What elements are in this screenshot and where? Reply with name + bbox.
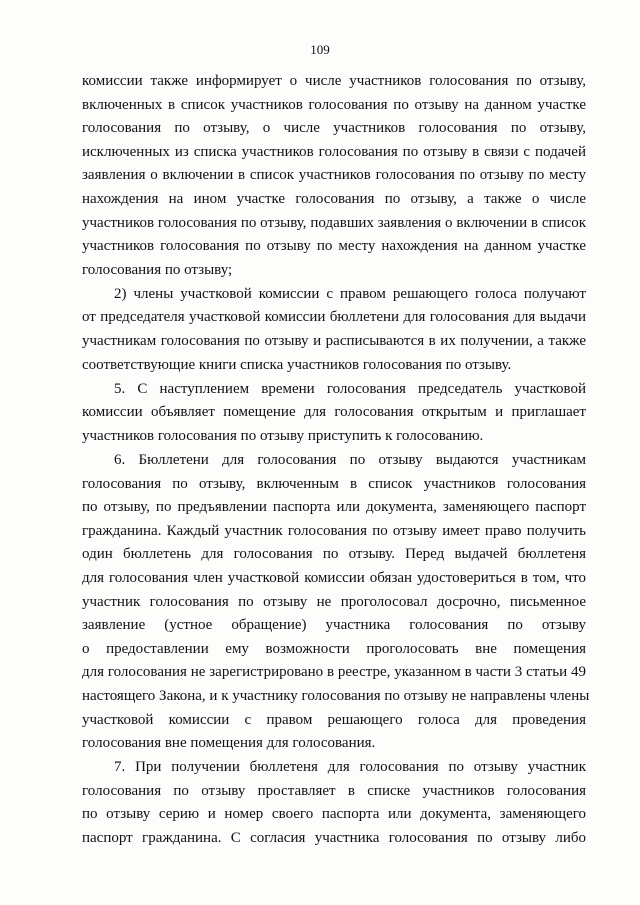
paragraph-clause-5 [82,378,586,449]
text-line: комиссии также информирует о числе участников голосования по отзыву, [82,73,586,89]
paragraph-continuation [82,70,586,282]
text-line: голосования вне помещения для голосования. [82,735,376,752]
text-line: паспорт гражданина. С согласия участника голосования по отзыву либо [82,830,586,846]
text-line: участников голосования по отзыву, подавших заявления о включении в список [82,214,586,231]
text-line: для голосования не зарегистрировано в реестре, указанном в части 3 статьи 49 [82,664,586,681]
text-line: настоящего Закона, и к участнику голосования по отзыву не направлены члены [82,687,590,704]
text-line: участников голосования по отзыву по месту нахождения на данном участке [82,238,586,255]
text-line: по отзыву, по предъявлении паспорта или документа, заменяющего паспорт [82,499,586,516]
text-line: участник голосования по отзыву не проголосовал досрочно, письменное [82,593,586,610]
text-line: участников голосования по отзыву приступить к голосованию. [82,427,484,444]
text-line: гражданина. Каждый участник голосования по отзыву имеет право получить [82,522,586,539]
text-line: один бюллетень для голосования по отзыву. Перед выдачей бюллетеня [82,546,586,563]
text-line: нахождения на ином участке голосования по отзыву, а также о числе [82,190,586,207]
text-line: 7. При получении бюллетеня для голосования по отзыву участник [114,759,586,776]
text-line: соответствующие книги списка участников голосования по отзыву. [82,356,512,373]
text-line: голосования по отзыву проставляет в списке участников голосования [82,782,586,799]
text-line: включенных в список участников голосования по отзыву на данном участке [82,96,586,113]
paragraph-clause-7 [82,756,586,850]
text-line: участникам голосования по отзыву и расписываются в их получении, а также [82,333,586,350]
page-number: 109 [310,42,330,57]
text-line: для голосования член участковой комиссии обязан удостовериться в том, что [82,569,586,586]
paragraph-item-2 [82,283,586,377]
text-line: 2) члены участковой комиссии с правом решающего голоса получают [114,285,586,302]
text-line: заявления о включении в список участников голосования по отзыву по месту [82,167,586,184]
text-line: по отзыву серию и номер своего паспорта или документа, заменяющего [82,806,586,823]
text-line: голосования по отзыву; [82,261,233,278]
text-line: голосования по отзыву, о числе участников голосования по отзыву, [82,120,586,137]
text-line: заявление (устное обращение) участника голосования по отзыву [82,617,586,634]
text-line: 6. Бюллетени для голосования по отзыву выдаются участникам [114,452,586,468]
text-line: от председателя участковой комиссии бюллетени для голосования для выдачи [82,309,586,326]
text-line: о предоставлении ему возможности проголосовать вне помещения [82,640,586,657]
paragraph-clause-6 [82,449,590,756]
document-body [82,70,590,851]
text-line: голосования по отзыву, включенным в список участников голосования [82,475,586,492]
text-line: комиссии объявляет помещение для голосования открытым и приглашает [82,404,586,421]
text-line: 5. С наступлением времени голосования председатель участковой [114,380,586,397]
text-line: исключенных из списка участников голосования по отзыву в связи с подачей [82,143,586,160]
text-line: участковой комиссии с правом решающего голоса для проведения [82,711,586,728]
